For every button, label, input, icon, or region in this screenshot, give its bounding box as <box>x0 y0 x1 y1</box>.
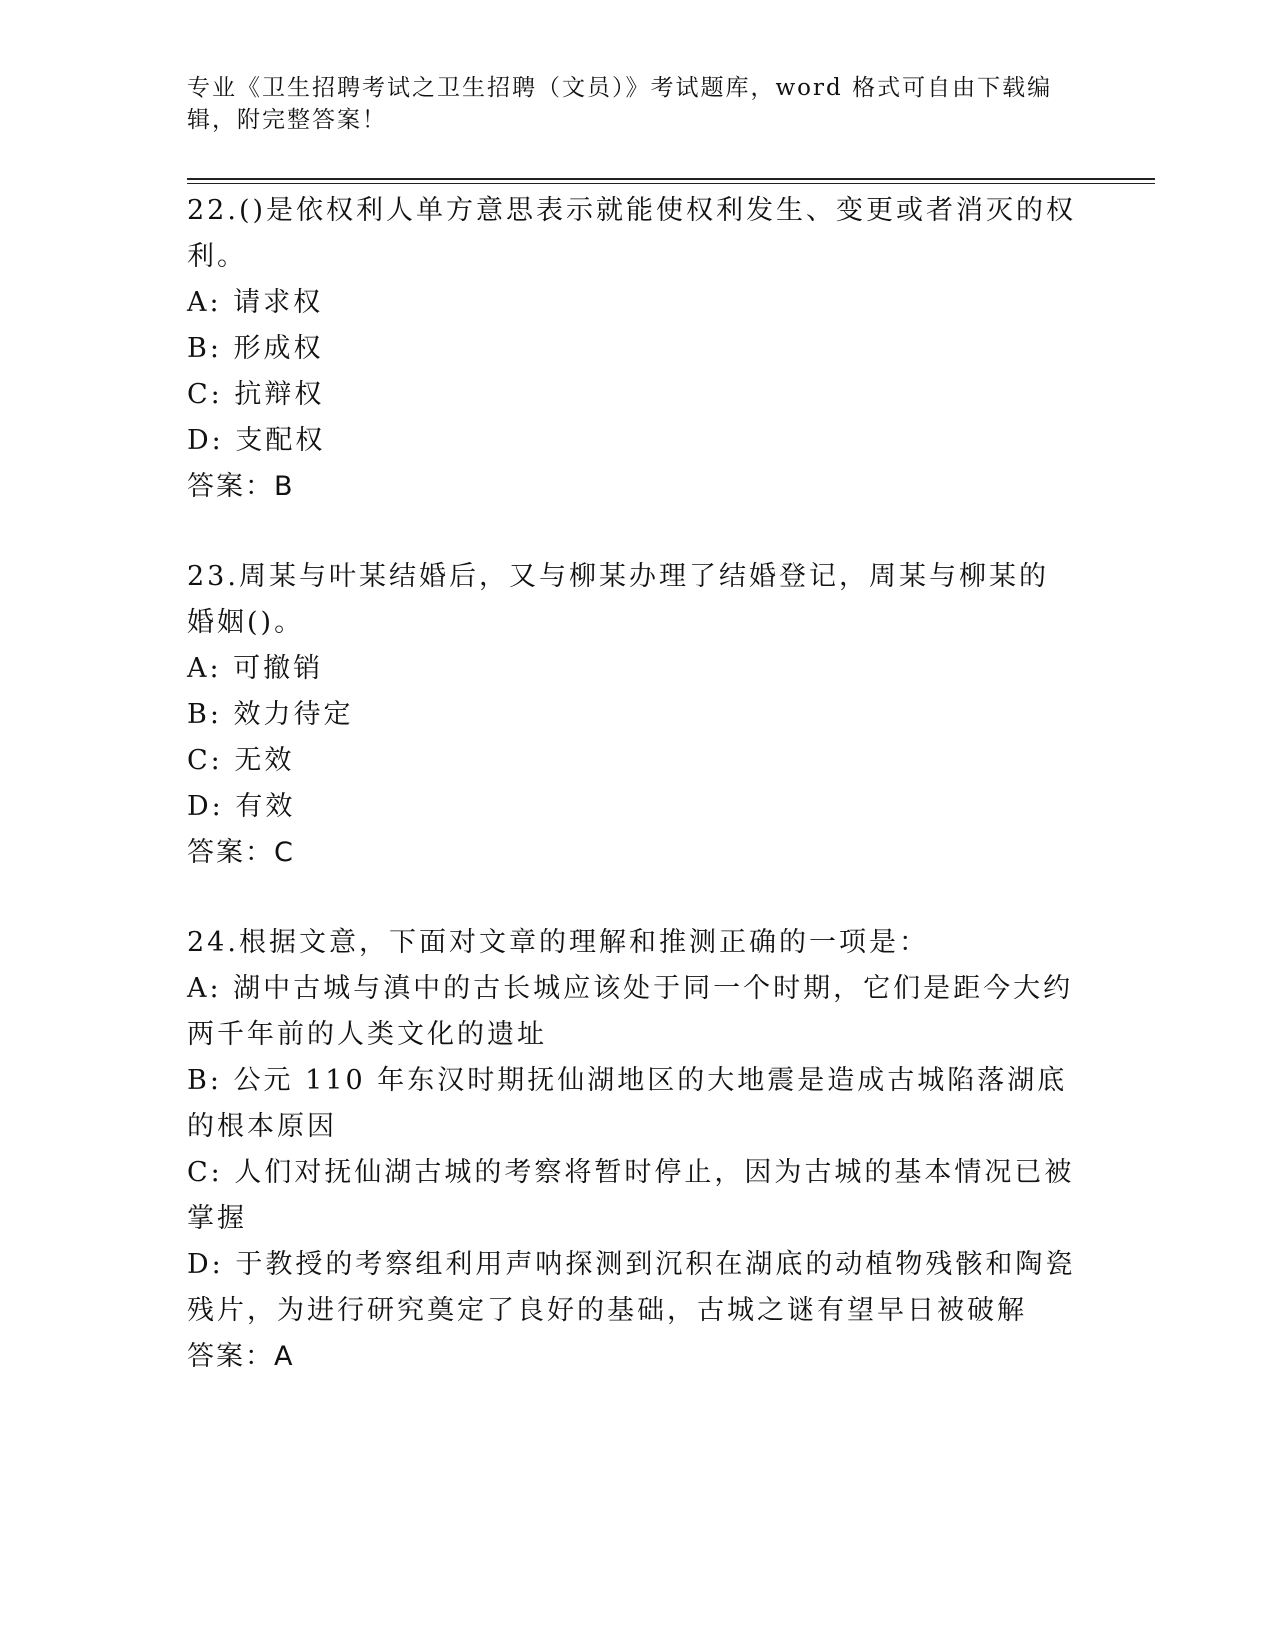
option-a: A: 请求权 <box>187 287 324 318</box>
question-24 <box>187 920 1077 1380</box>
question-stem: 23.周某与叶某结婚后，又与柳某办理了结婚登记，周某与柳某的婚姻()。 <box>187 561 1049 638</box>
option-c: C: 无效 <box>187 745 295 776</box>
option-c: C: 抗辩权 <box>187 379 325 410</box>
option-b: B: 公元 110 年东汉时期抚仙湖地区的大地震是造成古城陷落湖底的根本原因 <box>187 1065 1068 1142</box>
divider-line-thick <box>187 178 1155 180</box>
divider-line-thin <box>187 183 1155 184</box>
question-stem: 22.()是依权利人单方意思表示就能使权利发生、变更或者消灭的权利。 <box>187 195 1077 272</box>
question-stem: 24.根据文意，下面对文章的理解和推测正确的一项是： <box>187 927 929 958</box>
question-22 <box>187 188 1077 510</box>
question-23 <box>187 554 1077 876</box>
document-header: 专业《卫生招聘考试之卫生招聘（文员）》考试题库，word 格式可自由下载编辑，附完整答案！ <box>187 75 1053 133</box>
option-d: D: 有效 <box>187 791 296 822</box>
option-a: A: 湖中古城与滇中的古长城应该处于同一个时期，它们是距今大约两千年前的人类文化的遗址 <box>187 973 1074 1050</box>
answer-line: 答案：C <box>187 837 295 868</box>
option-b: B: 效力待定 <box>187 699 354 730</box>
option-b: B: 形成权 <box>187 333 324 364</box>
answer-line: 答案：B <box>187 471 295 502</box>
option-d: D: 于教授的考察组利用声呐探测到沉积在湖底的动植物残骸和陶瓷残片，为进行研究奠定了良好的基础，古城之谜有望早日被破解 <box>187 1249 1076 1326</box>
answer-line: 答案：A <box>187 1341 295 1372</box>
option-a: A: 可撤销 <box>187 653 324 684</box>
header-divider <box>187 178 1155 184</box>
option-d: D: 支配权 <box>187 425 326 456</box>
question-list <box>187 188 1077 1424</box>
option-c: C: 人们对抚仙湖古城的考察将暂时停止，因为古城的基本情况已被掌握 <box>187 1157 1075 1234</box>
